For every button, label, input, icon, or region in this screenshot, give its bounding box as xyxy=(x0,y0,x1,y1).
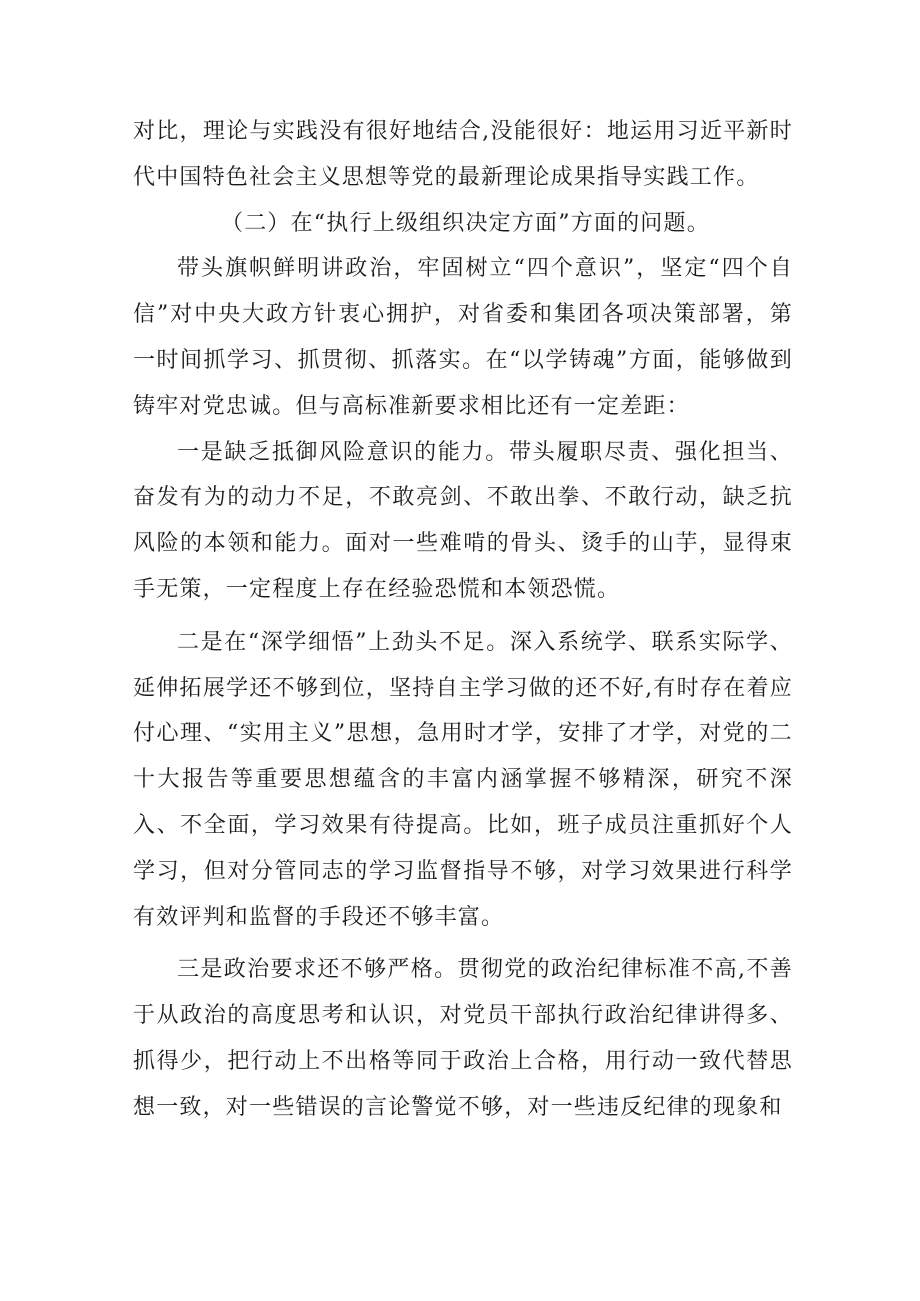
paragraph-point-two: 二是在“深学细悟”上劲头不足。深入系统学、联系实际学、延伸拓展学还不够到位，坚持自主学习做的还不好,有时存在着应付心理、“实用主义”思想，急用时才学，安排了才学，对党的二十大报告等重要思想蕴含的丰富内涵掌握不够精深，研究不深入、不全面，学习效果有待提高。比如，班子成员注重抓好个人学习，但对分管同志的学习监督指导不够，对学习效果进行科学有效评判和监督的手段还不够丰富。 xyxy=(133,629,793,930)
section-heading: （二）在“执行上级组织决定方面”方面的问题。 xyxy=(221,210,710,236)
paragraph-point-one: 一是缺乏抵御风险意识的能力。带头履职尽责、强化担当、奋发有为的动力不足，不敢亮剑、不敢出拳、不敢行动，缺乏抗风险的本领和能力。面对一些难啃的骨头、烫手的山芋，显得束手无策，一定程度上存在经验恐慌和本领恐慌。 xyxy=(133,439,793,602)
paragraph-continuation: 对比，理论与实践没有很好地结合,没能很好：地运用习近平新时代中国特色社会主义思想等党的最新理论成果指导实践工作。 xyxy=(133,119,793,190)
document-body xyxy=(133,109,793,1131)
paragraph-intro: 带头旗帜鲜明讲政治，牢固树立“四个意识”，坚定“四个自信”对中央大政方针衷心拥护，对省委和集团各项决策部署，第一时间抓学习、抓贯彻、抓落实。在“以学铸魂”方面，能够做到铸牢对党忠诚。但与高标准新要求相比还有一定差距： xyxy=(133,256,793,419)
paragraph-point-three: 三是政治要求还不够严格。贯彻党的政治纪律标准不高,不善于从政治的高度思考和认识，对党员干部执行政治纪律讲得多、抓得少，把行动上不出格等同于政治上合格，用行动一致代替思想一致，对一些错误的言论警觉不够，对一些违反纪律的现象和 xyxy=(133,957,793,1120)
